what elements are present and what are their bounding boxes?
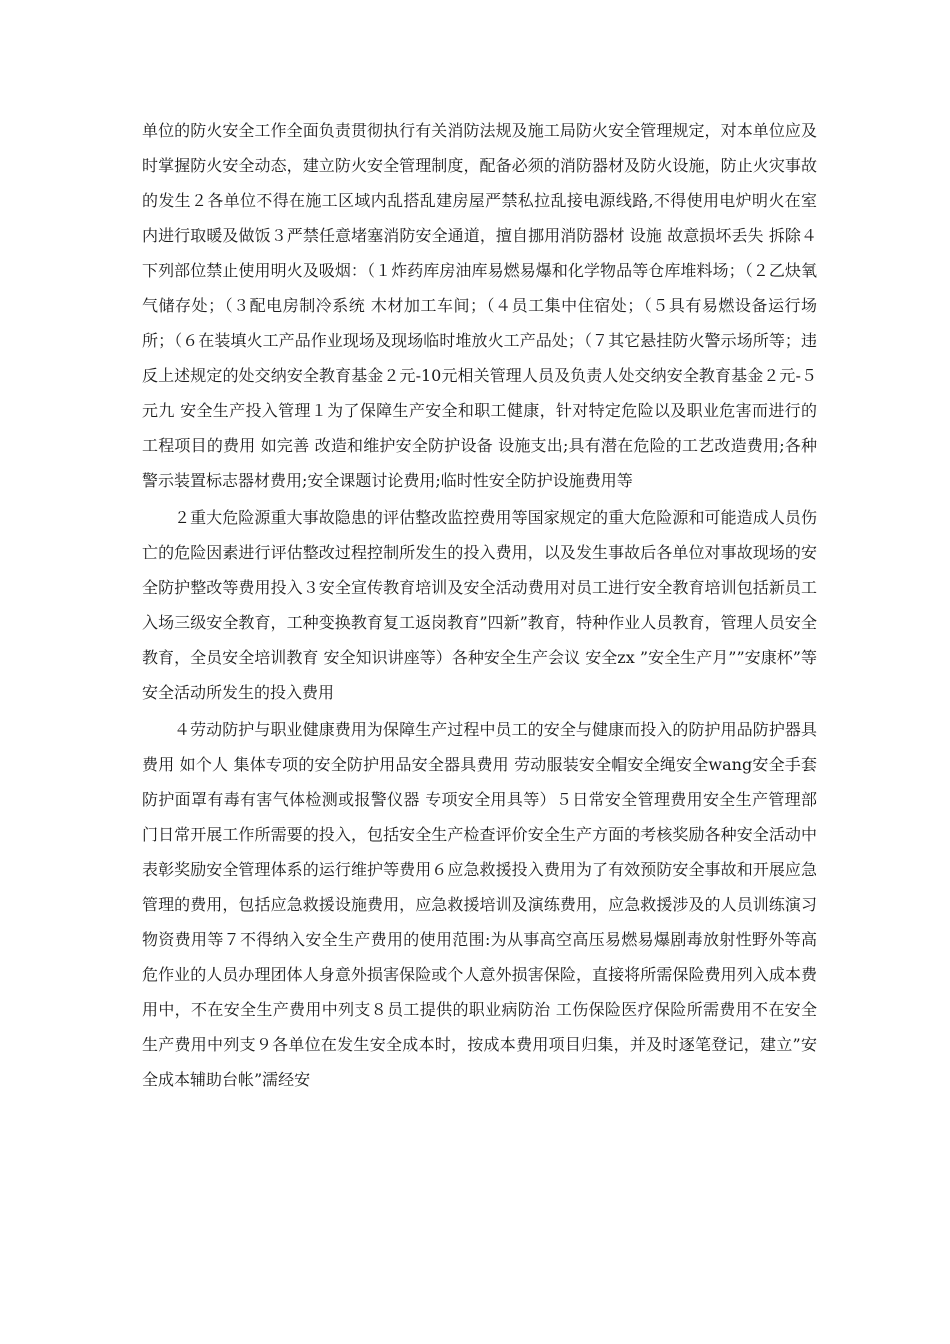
document-body [142,113,817,1097]
paragraph-3: ４劳动防护与职业健康费用为保障生产过程中员工的安全与健康而投入的防护用品防护器具费用 如个人 集体专项的安全防护用品安全器具费用 劳动服装安全帽安全绳安全wang安全手套防护面罩有毒有害气体检测或报警仪器 专项安全用具等）５日常安全管理费用安全生产管理部门日常开展工作所需要的投入，包括安全生产检查评价安全生产方面的考核奖励各种安全活动中表彰奖励安全管理体系的运行维护等费用６应急救援投入费用为了有效预防安全事故和开展应急管理的费用，包括应急救援设施费用，应急救援培训及演练费用，应急救援涉及的人员训练演习物资费用等７不得纳入安全生产费用的使用范围:为从事高空高压易燃易爆剧毒放射性野外等高危作业的人员办理团体人身意外损害保险或个人意外损害保险，直接将所需保险费用列入成本费用中，不在安全生产费用中列支８员工提供的职业病防治 工伤保险医疗保险所需费用不在安全生产费用中列支９各单位在发生安全成本时，按成本费用项目归集，并及时逐笔登记，建立”安全成本辅助台帐”濡经安 [142,720,817,1089]
paragraph-2: ２重大危险源重大事故隐患的评估整改监控费用等国家规定的重大危险源和可能造成人员伤亡的危险因素进行评估整改过程控制所发生的投入费用，以及发生事故后各单位对事故现场的安全防护整改等费用投入３安全宣传教育培训及安全活动费用对员工进行安全教育培训包括新员工入场三级安全教育，工种变换教育复工返岗教育”四新”教育，特种作业人员教育，管理人员安全教育，全员安全培训教育 安全知识讲座等）各种安全生产会议 安全zx ”安全生产月””安康杯”等安全活动所发生的投入费用 [142,508,817,702]
paragraph-1: 单位的防火安全工作全面负责贯彻执行有关消防法规及施工局防火安全管理规定，对本单位应及时掌握防火安全动态，建立防火安全管理制度，配备必须的消防器材及防火设施，防止火灾事故的发生２各单位不得在施工区域内乱搭乱建房屋严禁私拉乱接电源线路,不得使用电炉明火在室内进行取暖及做饭３严禁任意堵塞消防安全通道，擅自挪用消防器材 设施 故意损坏丢失 拆除４下列部位禁止使用明火及吸烟：（１炸药库房油库易燃易爆和化学物品等仓库堆料场；（２乙炔氧气储存处；（３配电房制冷系统 木材加工车间；（４员工集中住宿处；（５具有易燃设备运行场所；（６在装填火工产品作业现场及现场临时堆放火工产品处；（７其它悬挂防火警示场所等；违反上述规定的处交纳安全教育基金２元-10元相关管理人员及负责人处交纳安全教育基金２元-５元九 安全生产投入管理１为了保障生产安全和职工健康，针对特定危险以及职业危害而进行的工程项目的费用 如完善 改造和维护安全防护设备 设施支出;具有潜在危险的工艺改造费用;各种警示装置标志器材费用;安全课题讨论费用;临时性安全防护设施费用等 [142,121,817,490]
